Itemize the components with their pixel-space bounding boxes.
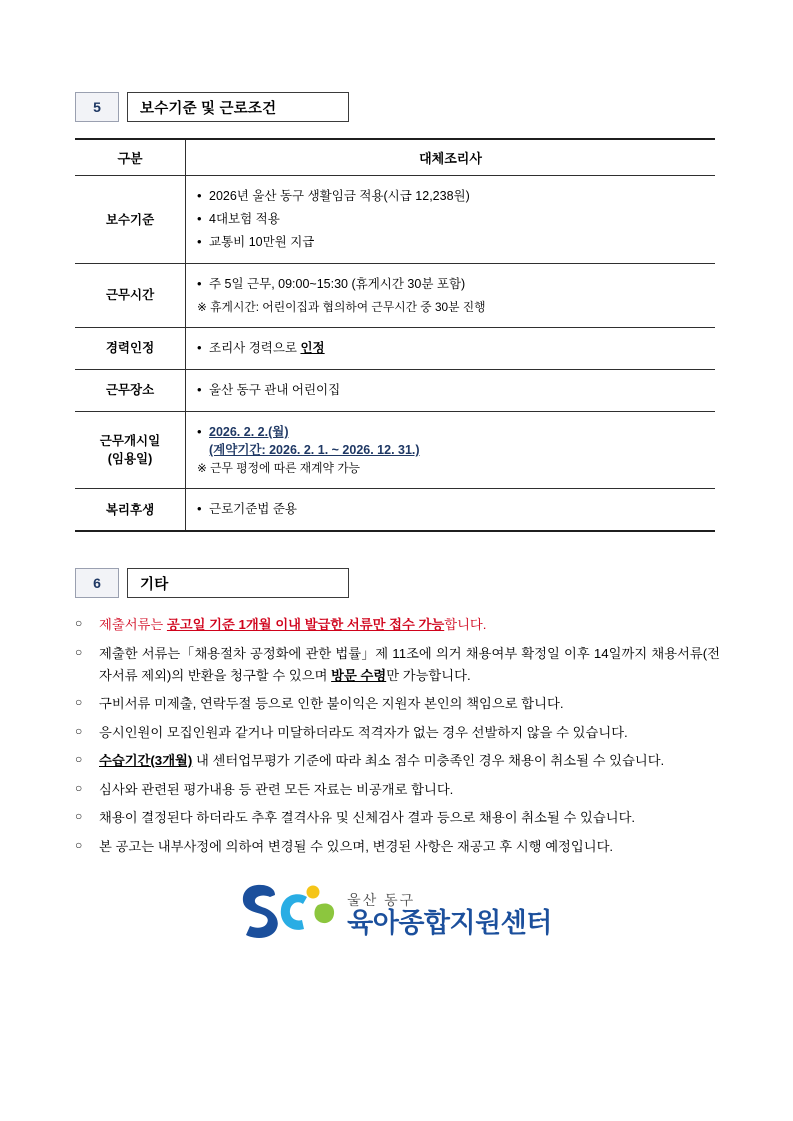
logo-title: 육아종합지원센터 <box>347 907 552 938</box>
column-header-position: 대체조리사 <box>186 139 716 176</box>
work-hours-bullet-list <box>196 273 705 296</box>
section-6-number: 6 <box>75 568 119 598</box>
footer-logo <box>0 883 793 946</box>
list-item <box>75 807 720 829</box>
table-row <box>75 264 715 327</box>
conditions-table-head <box>75 139 715 176</box>
conditions-table-body <box>75 176 715 532</box>
list-item <box>196 421 705 444</box>
row-value-start-date <box>186 411 716 488</box>
start-date-value: 2026. 2. 2.(월) <box>209 424 289 439</box>
section-5-header <box>75 92 793 122</box>
list-item: • 4대보험 적용 <box>196 208 705 231</box>
circle-marker-icon: ○ <box>75 723 83 738</box>
list-item: • 교통비 10만원 지급 <box>196 231 705 254</box>
work-hours-note: ※ 휴게시간: 어린이집과 협의하여 근무시간 중 30분 진행 <box>197 299 486 314</box>
row-value-career <box>186 327 716 369</box>
row-label-career: 경력인정 <box>75 327 186 369</box>
etc-item-text-6: 심사와 관련된 평가내용 등 관련 모든 자료는 비공개로 합니다. <box>99 781 454 797</box>
list-item <box>75 643 720 686</box>
table-row <box>75 327 715 369</box>
contract-period: (계약기간: 2026. 2. 1. ~ 2026. 12. 31.) <box>209 443 420 458</box>
circle-marker-icon: ○ <box>75 837 83 852</box>
pay-bullet-list <box>196 185 705 254</box>
list-item <box>75 614 720 636</box>
etc-item-text-1: 제출서류는 공고일 기준 1개월 이내 발급한 서류만 접수 가능합니다. <box>99 617 487 633</box>
etc-item-text-5: 수습기간(3개월) 내 센터업무평가 기준에 따라 최소 점수 미충족인 경우 채용이 취소될 수 있습니다. <box>99 753 665 769</box>
list-item: • 조리사 경력으로 인정 <box>196 337 705 360</box>
list-item <box>75 779 720 801</box>
etc-item-text-8: 본 공고는 내부사정에 의하여 변경될 수 있으며, 변경된 사항은 재공고 후 시행 예정입니다. <box>99 838 614 854</box>
table-row <box>75 369 715 411</box>
workplace-bullet-list <box>196 379 705 402</box>
etc-item-text-7: 채용이 결정된다 하더라도 추후 결격사유 및 신체검사 결과 등으로 채용이 취소될 수 있습니다. <box>99 810 636 826</box>
circle-marker-icon: ○ <box>75 752 83 767</box>
list-item: • 울산 동구 관내 어린이집 <box>196 379 705 402</box>
row-label-work-hours: 근무시간 <box>75 264 186 327</box>
row-value-welfare <box>186 489 716 532</box>
circle-marker-icon: ○ <box>75 645 83 659</box>
list-item: • 근로기준법 준용 <box>196 498 705 521</box>
circle-marker-icon: ○ <box>75 780 83 795</box>
circle-marker-icon: ○ <box>75 809 83 824</box>
row-label-start-date: 근무개시일 (임용일) <box>75 411 186 488</box>
row-label-workplace: 근무장소 <box>75 369 186 411</box>
etc-section <box>75 614 720 857</box>
etc-item-text-3: 구비서류 미제출, 연락두절 등으로 인한 불이익은 지원자 본인의 책임으로 합니다. <box>99 696 564 712</box>
etc-item-text-4: 응시인원이 모집인원과 같거나 미달하더라도 적격자가 없는 경우 선발하지 않을 수 있습니다. <box>99 724 628 740</box>
list-item <box>75 836 720 858</box>
row-value-work-hours <box>186 264 716 327</box>
column-header-category: 구분 <box>75 139 186 176</box>
row-value-pay <box>186 176 716 264</box>
row-label-pay: 보수기준 <box>75 176 186 264</box>
table-header-row <box>75 139 715 176</box>
section-5-title: 보수기준 및 근로조건 <box>127 92 349 122</box>
table-row <box>75 489 715 532</box>
row-label-welfare: 복리후생 <box>75 489 186 532</box>
section-5-number: 5 <box>75 92 119 122</box>
circle-marker-icon: ○ <box>75 616 83 631</box>
start-date-note: ※ 근무 평정에 따른 재계약 가능 <box>197 461 361 476</box>
list-item: • 2026년 울산 동구 생활임금 적용(시급 12,238원) <box>196 185 705 208</box>
career-emphasis: 인정 <box>300 340 325 355</box>
circle-marker-icon: ○ <box>75 695 83 710</box>
table-row <box>75 411 715 488</box>
welfare-bullet-list <box>196 498 705 521</box>
list-item <box>75 722 720 744</box>
list-item <box>75 693 720 715</box>
section-6-title: 기타 <box>127 568 349 598</box>
logo-subtitle: 울산 동구 <box>347 891 416 908</box>
etc-list <box>75 614 720 857</box>
section-6-header <box>75 568 793 598</box>
etc-item-text-2: 제출한 서류는「채용절차 공정화에 관한 법률」제 11조에 의거 채용여부 확정일 이후 14일까지 채용서류(전자서류 제외)의 반환을 청구할 수 있으며 방문 수령만 가능합니다. <box>99 646 720 683</box>
row-value-workplace <box>186 369 716 411</box>
start-date-bullet-list <box>196 421 705 444</box>
conditions-table <box>75 138 715 532</box>
center-logo-icon <box>241 883 337 946</box>
career-bullet-list <box>196 337 705 360</box>
list-item: • 주 5일 근무, 09:00~15:30 (휴게시간 30분 포함) <box>196 273 705 296</box>
list-item <box>75 750 720 772</box>
table-row <box>75 176 715 264</box>
